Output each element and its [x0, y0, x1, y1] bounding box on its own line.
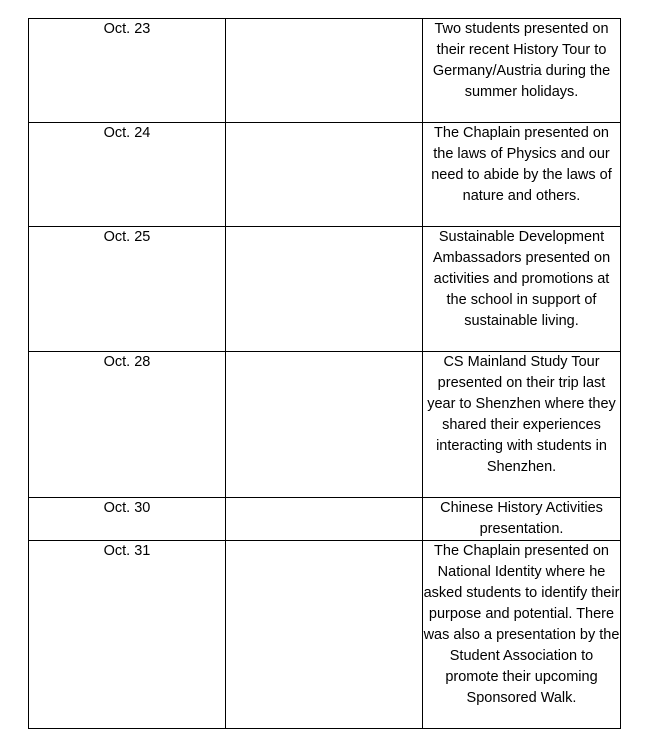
description-cell: The Chaplain presented on the laws of Physics and our need to abide by the laws of nature and others.: [423, 123, 621, 227]
date-cell: Oct. 31: [29, 541, 226, 729]
assembly-schedule-table: [28, 18, 621, 729]
table-row: [29, 19, 621, 123]
table-row: [29, 123, 621, 227]
description-cell: Chinese History Activities presentation.: [423, 498, 621, 541]
description-cell: CS Mainland Study Tour presented on their trip last year to Shenzhen where they shared their experiences interacting with students in Shenzhen.: [423, 352, 621, 498]
date-cell: Oct. 23: [29, 19, 226, 123]
empty-cell: [226, 123, 423, 227]
empty-cell: [226, 498, 423, 541]
date-cell: Oct. 25: [29, 227, 226, 352]
date-cell: Oct. 24: [29, 123, 226, 227]
description-cell: Sustainable Development Ambassadors presented on activities and promotions at the school in support of sustainable living.: [423, 227, 621, 352]
date-cell: Oct. 30: [29, 498, 226, 541]
description-cell: Two students presented on their recent History Tour to Germany/Austria during the summer holidays.: [423, 19, 621, 123]
table-row: [29, 498, 621, 541]
empty-cell: [226, 227, 423, 352]
empty-cell: [226, 352, 423, 498]
table-row: [29, 541, 621, 729]
description-cell: The Chaplain presented on National Identity where he asked students to identify their purpose and potential. There was also a presentation by the Student Association to promote their upcoming Sponsored Walk.: [423, 541, 621, 729]
date-cell: Oct. 28: [29, 352, 226, 498]
table-row: [29, 227, 621, 352]
empty-cell: [226, 19, 423, 123]
empty-cell: [226, 541, 423, 729]
table-row: [29, 352, 621, 498]
